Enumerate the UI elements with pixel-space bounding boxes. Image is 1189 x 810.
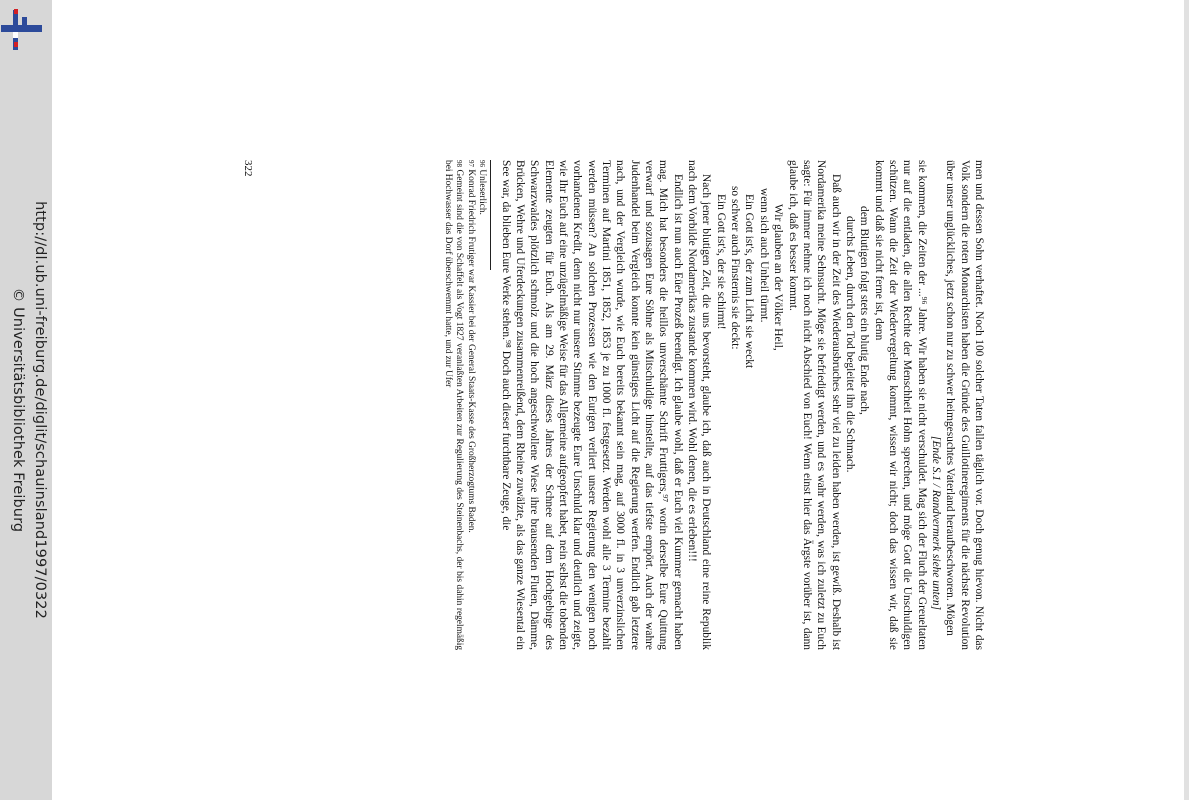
paragraph: Endlich ist nun auch Eüer Prozeß beendigt. Ich glaube wohl, daß er Euch viel Kummer gemacht haben mag. Mich hat besonders die heillos unverschämte Schrift Fruttigers,⁹⁷ worin derselbe Eure Quittung verwarf und sozusagen Eure Söhne als Mitschuldige hinstellte, auf das tiefste empört. Auch der wahre Judenhandel beim Vergleich konnte kein günstiges Licht auf die Regierung werfen. Endlich gab letztere nach, und der Vergleich wurde, wie Euch bereits bekannt sein mag, auf 3000 fl. in 3 unverzinslichen Terminen auf Martini 1851, 1852, 1853 je zu 1000 fl. festgesetzt. Werden wohl alle 3 Termine bezahlt werden müssen? An solchen Prozessen wie den Eurigen verliert unsere Regierung den wenigen noch vorhandenen Kredit, denn nicht nur unsere Stimme bezeugte Eure Unschuld klar und deutlich und zeigte, wie Ihr Euch auf eine unzügelmäßige Weise für das Allgemeine aufgeopfert habet, nein selbst die tobenden Elemente zeugten für Euch. Als am 29. März dieses Jahres der Schnee auf dem Hochgebirge des Schwarzwaldes plötzlich schmolz und die hoch angeschwollene Wiese ihre brausenden Fluten, Dämme, Brücken, Wehre und Uferdeckungen zusammenreißend, dem Rheine zuwälzte, als das ganze Wiesental ein See war, da blieben Eure Werke stehen.⁹⁸ Doch auch dieser furchtbare Zeuge, die (499, 160, 684, 650)
verse-line: dem Blutigen folgt stets ein blutig Ende nach, (858, 206, 871, 415)
footnote-number: 96 (478, 160, 487, 167)
verse-line: Wir glauben an der Völker Heil, (772, 204, 785, 351)
verse-line: Ein Gott ist's, der zum Licht sie weckt (743, 194, 756, 369)
page-number: 322 (242, 160, 254, 177)
footnote-number: 97 (466, 160, 475, 167)
paragraph: Daß auch wir in der Zeit des Wiederausbruches sehr viel zu leiden haben werden, ist gewiß. Deshalb ist Nordamerika meine Sehnsucht. Möge sie befriedigt werden, und es wahr werden, was ich zuletzt zu Euch sagte: Für immer nehme ich noch nicht Abschied von Euch! Wenn einst hier das Ärgste vorüber ist, dann glaube ich, daß es besser kommt. (786, 160, 842, 650)
footnote-number: 98 (455, 160, 464, 167)
footnote (442, 160, 465, 650)
footnote-text: Konrad Friedrich Frutiger war Kassier bei der General Staats-Kasse des Großherzogtums Baden. (465, 169, 476, 533)
footnote (465, 160, 476, 650)
copyright-notice: © Universitätsbibliothek Freiburg (10, 287, 26, 533)
verse-line: wenn sich auch Unheil türmt. (757, 188, 770, 323)
footnote-text: Gemeint sind die von Schaffelt als Vogt 1827 veranlaßten Arbeiten zur Regulierung des Steinenbachs, der bis dahin regelmäßig bei Hochwasser das Dorf überschwemmt hatte, und zur Ufer (443, 160, 465, 651)
paragraph: men und dessen Sohn verhaftet. Noch 100 solcher Taten fallen täglich vor. Doch genug hievon. Nicht das Volk sondern die roten Monarchisten haben die Gründe des Guillotineregiments für die nächste Revolution über unser unglückliches, jetzt schon nur zu schwer heimgesuchtes Vaterland heraufbeschworen. Mögen (944, 160, 985, 650)
end-note: [Ende S.1 / Randvermerk siehe unten] (929, 436, 942, 610)
rotated-page (240, 0, 1000, 800)
sidebar-caption (0, 0, 52, 800)
scroll-edge (1184, 0, 1189, 800)
verse-line: durchs Leben, durch den Tod begleitet ihn die Schmach. (843, 216, 856, 473)
verse-block (843, 160, 872, 650)
viewer-sidebar (0, 0, 52, 800)
paragraph: sie kommen, die Zeiten der ...⁹⁶ Jahre. Wir haben sie nicht verschuldet. Mag sich der Fluch der Greueltaten nur auf die entladen, die allen Rechte der Menschheit Hohn sprechen, und möge Gott die Unschuldigen schützen. Wann die Zeit der Wiedervergeltung kommt, wissen wir nicht; doch das wissen wir, daß sie kommt und daß sie nicht ferne ist, denn (872, 160, 928, 650)
footnote (476, 160, 487, 650)
verse-line: so schwer auch Finsternis sie deckt: (729, 186, 742, 350)
footnote-text: Unleserlich. (477, 169, 488, 215)
verse-block (713, 160, 785, 650)
verse-line: Ein Gott ist's, der sie schirmt! (714, 194, 727, 330)
page-text (442, 160, 986, 650)
footnote-rule (490, 160, 491, 270)
paragraph: Nach jener blutigen Zeit, die uns bevorsteht, glaube ich, daß auch in Deutschland eine reine Republik nach dem Vorbilde Nordamerikas zustande kommen wird. Wohl denen, die es erleben!!! (686, 160, 713, 650)
source-url[interactable]: http://dl.ub.uni-freiburg.de/diglit/schauinsland1997/0322 (32, 201, 48, 619)
